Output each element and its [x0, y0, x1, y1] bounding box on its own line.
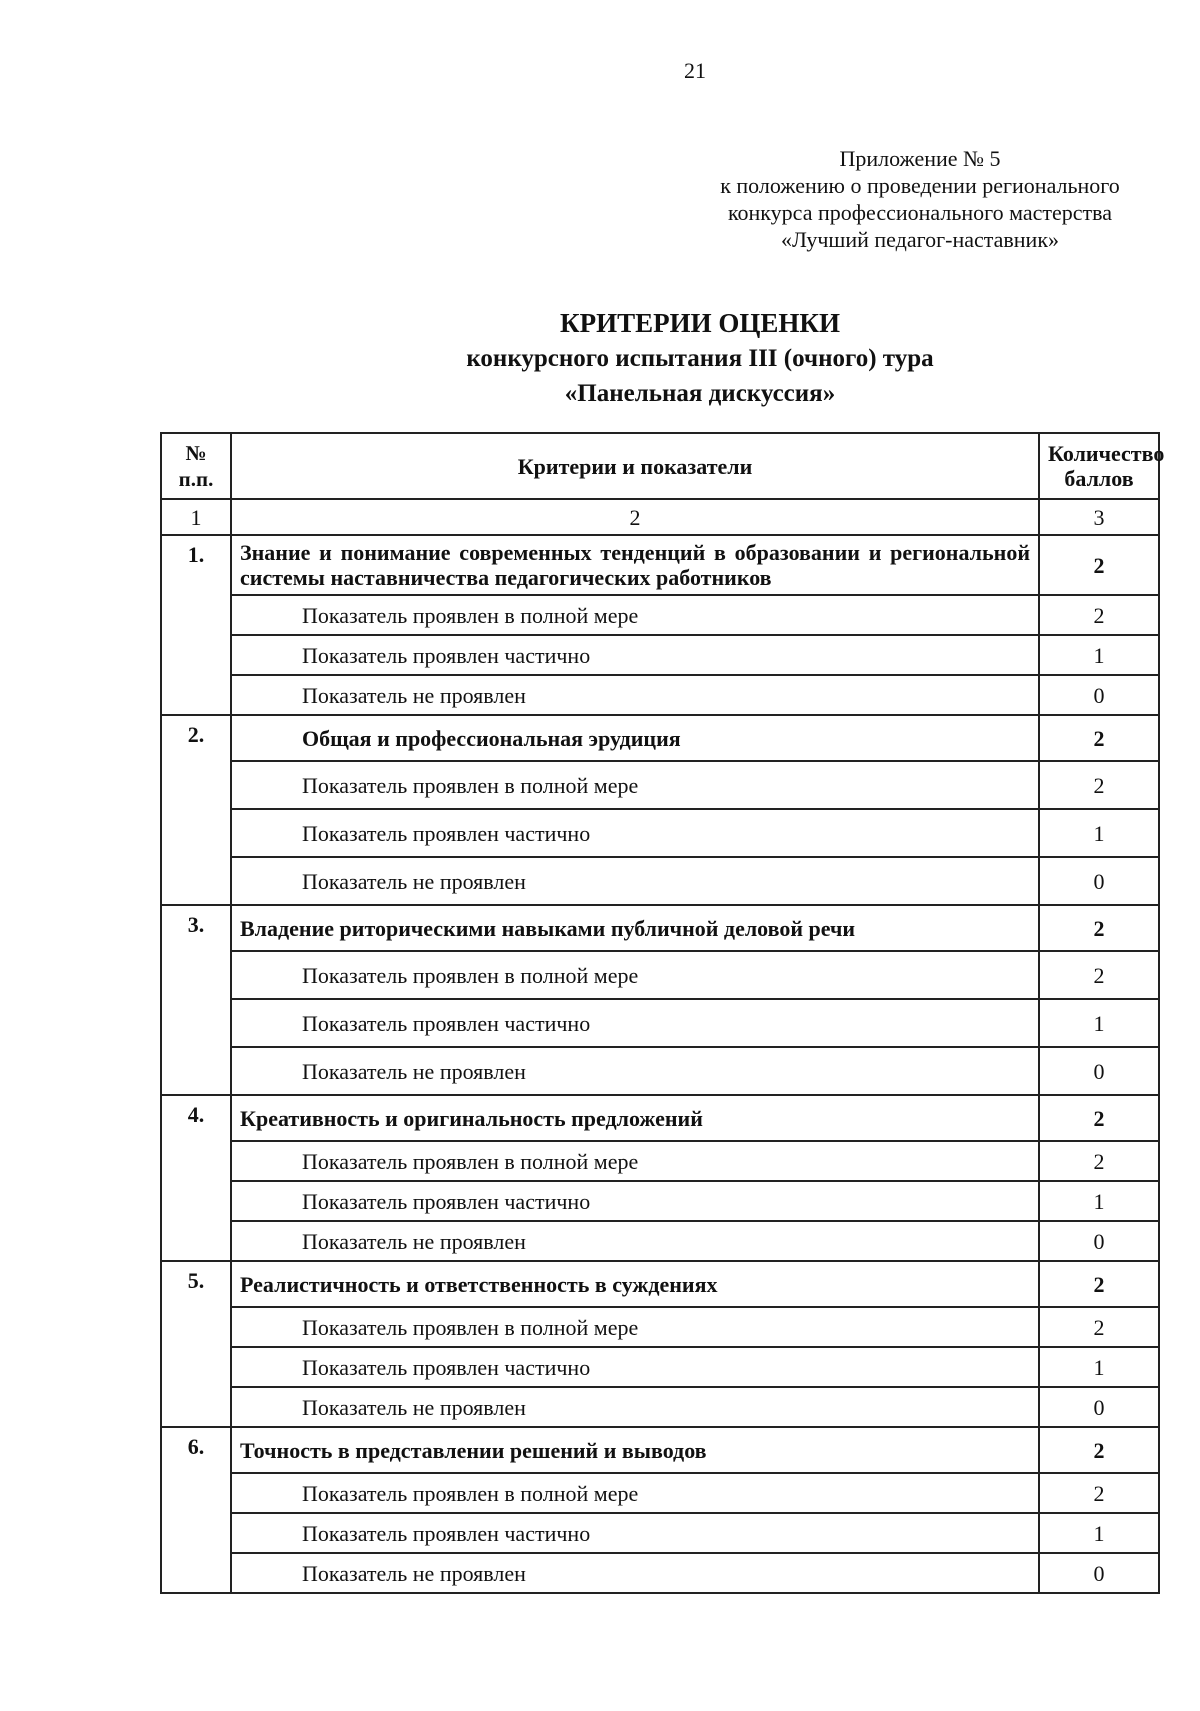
- indicator-label: Показатель проявлен частично: [231, 1513, 1039, 1553]
- indicator-points: 1: [1039, 809, 1159, 857]
- criterion-title: Реалистичность и ответственность в суждениях: [231, 1261, 1039, 1307]
- indicator-row: [161, 857, 1159, 905]
- criterion-row: [161, 1095, 1159, 1141]
- indicator-points: 1: [1039, 999, 1159, 1047]
- indicator-points: 1: [1039, 1347, 1159, 1387]
- criterion-number: 1.: [161, 535, 231, 715]
- header-points-line: Количество: [1048, 441, 1165, 466]
- indicator-points: 2: [1039, 1473, 1159, 1513]
- criteria-table: [160, 432, 1165, 1594]
- indicator-row: [161, 999, 1159, 1047]
- criterion-title: Точность в представлении решений и выводов: [231, 1427, 1039, 1473]
- criterion-row: [161, 1261, 1159, 1307]
- indicator-row: [161, 951, 1159, 999]
- indicator-label: Показатель не проявлен: [231, 1047, 1039, 1095]
- indicator-row: [161, 1047, 1159, 1095]
- table-header-row: [161, 433, 1159, 499]
- indicator-points: 2: [1039, 761, 1159, 809]
- title-subtitle: конкурсного испытания III (очного) тура: [466, 345, 934, 372]
- indicator-row: [161, 595, 1159, 635]
- indicator-row: [161, 1347, 1159, 1387]
- column-number: 3: [1039, 499, 1159, 535]
- criterion-number: 5.: [161, 1261, 231, 1427]
- indicator-row: [161, 809, 1159, 857]
- indicator-label: Показатель проявлен в полной мере: [231, 761, 1039, 809]
- indicator-row: [161, 1513, 1159, 1553]
- indicator-label: Показатель проявлен частично: [231, 999, 1039, 1047]
- criterion-max-points: 2: [1039, 1095, 1159, 1141]
- criterion-row: [161, 715, 1159, 761]
- page-number: 21: [684, 58, 706, 83]
- appendix-line: конкурса профессионального мастерства: [727, 200, 1113, 225]
- indicator-label: Показатель не проявлен: [231, 1553, 1039, 1593]
- indicator-points: 2: [1039, 951, 1159, 999]
- header-num: [161, 433, 231, 499]
- title-subtitle: «Панельная дискуссия»: [564, 380, 836, 407]
- indicator-points: 1: [1039, 1513, 1159, 1553]
- criterion-row: [161, 535, 1159, 595]
- appendix-line: к положению о проведении регионального: [720, 173, 1120, 198]
- criterion-title: Владение риторическими навыками публичной деловой речи: [231, 905, 1039, 951]
- indicator-points: 0: [1039, 675, 1159, 715]
- criterion-title: Общая и профессиональная эрудиция: [231, 715, 1039, 761]
- header-criteria: Критерии и показатели: [231, 433, 1039, 499]
- criterion-title: Знание и понимание современных тенденций в образовании и региональной системы наставничества педагогических работников: [231, 535, 1039, 595]
- criterion-row: [161, 1427, 1159, 1473]
- header-num-line: п.п.: [178, 467, 214, 491]
- indicator-points: 1: [1039, 1181, 1159, 1221]
- indicator-row: [161, 1553, 1159, 1593]
- criterion-max-points: 2: [1039, 1427, 1159, 1473]
- indicator-points: 2: [1039, 1307, 1159, 1347]
- criterion-number: 2.: [161, 715, 231, 905]
- criterion-max-points: 2: [1039, 1261, 1159, 1307]
- indicator-row: [161, 1141, 1159, 1181]
- header-num-line: №: [185, 441, 207, 465]
- indicator-row: [161, 761, 1159, 809]
- indicator-label: Показатель проявлен частично: [231, 1181, 1039, 1221]
- indicator-row: [161, 1221, 1159, 1261]
- indicator-points: 2: [1039, 595, 1159, 635]
- indicator-label: Показатель не проявлен: [231, 857, 1039, 905]
- column-number: 2: [231, 499, 1039, 535]
- indicator-label: Показатель не проявлен: [231, 675, 1039, 715]
- indicator-label: Показатель проявлен в полной мере: [231, 951, 1039, 999]
- indicator-row: [161, 1307, 1159, 1347]
- title-main: КРИТЕРИИ ОЦЕНКИ: [560, 308, 840, 338]
- criterion-number: 6.: [161, 1427, 231, 1593]
- appendix-line: «Лучший педагог-наставник»: [780, 227, 1060, 252]
- header-points-line: баллов: [1064, 466, 1134, 491]
- indicator-points: 0: [1039, 1553, 1159, 1593]
- indicator-row: [161, 1181, 1159, 1221]
- indicator-row: [161, 1387, 1159, 1427]
- indicator-label: Показатель не проявлен: [231, 1387, 1039, 1427]
- indicator-label: Показатель проявлен в полной мере: [231, 1473, 1039, 1513]
- column-number: 1: [161, 499, 231, 535]
- criterion-max-points: 2: [1039, 715, 1159, 761]
- indicator-label: Показатель проявлен частично: [231, 635, 1039, 675]
- indicator-label: Показатель проявлен в полной мере: [231, 595, 1039, 635]
- indicator-points: 0: [1039, 857, 1159, 905]
- indicator-label: Показатель проявлен в полной мере: [231, 1141, 1039, 1181]
- indicator-row: [161, 1473, 1159, 1513]
- indicator-label: Показатель проявлен частично: [231, 1347, 1039, 1387]
- indicator-row: [161, 635, 1159, 675]
- indicator-points: 1: [1039, 635, 1159, 675]
- column-number-row: [161, 499, 1159, 535]
- criterion-max-points: 2: [1039, 535, 1159, 595]
- document-title: [0, 305, 1200, 411]
- indicator-points: 2: [1039, 1141, 1159, 1181]
- indicator-points: 0: [1039, 1047, 1159, 1095]
- criterion-max-points: 2: [1039, 905, 1159, 951]
- indicator-row: [161, 675, 1159, 715]
- header-points: [1039, 433, 1165, 499]
- appendix-line: Приложение № 5: [839, 146, 1001, 171]
- appendix-note: [690, 145, 1150, 253]
- criterion-number: 3.: [161, 905, 231, 1095]
- criterion-title: Креативность и оригинальность предложений: [231, 1095, 1039, 1141]
- indicator-label: Показатель проявлен в полной мере: [231, 1307, 1039, 1347]
- indicator-label: Показатель проявлен частично: [231, 809, 1039, 857]
- criterion-number: 4.: [161, 1095, 231, 1261]
- indicator-label: Показатель не проявлен: [231, 1221, 1039, 1261]
- criterion-row: [161, 905, 1159, 951]
- indicator-points: 0: [1039, 1221, 1159, 1261]
- indicator-points: 0: [1039, 1387, 1159, 1427]
